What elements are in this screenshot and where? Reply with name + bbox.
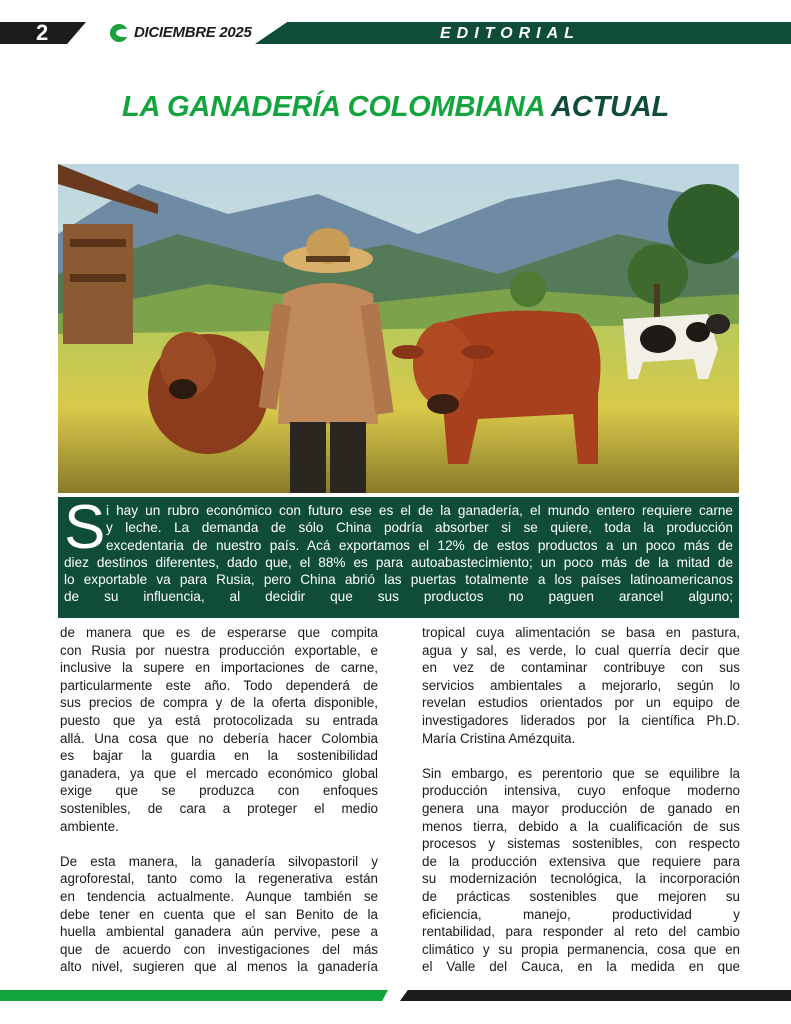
body-line: de la producción extensiva que requiere para: [422, 853, 740, 869]
body-line: agroforestal, tanto como la regenerativa están: [60, 871, 378, 887]
body-line: procesos y sistemas sostenibles, con respecto: [422, 836, 740, 852]
body-line: tropical cuya alimentación se basa en pastura,: [422, 625, 740, 640]
issue-date: DICIEMBRE 2025: [134, 24, 252, 41]
body-line: ambiente.: [60, 818, 119, 834]
body-line: alto nivel, sugieren que al menos la ganadería: [60, 959, 378, 975]
body-line: climático y su propia permanencia, cosa que en: [422, 941, 740, 957]
paragraph-gap: [60, 835, 378, 853]
body-line: revelan estudios orientados por un equipo de: [422, 695, 740, 711]
body-line: Sin embargo, es perentorio que se equilibre la: [422, 765, 740, 781]
lead-paragraph-box: [58, 493, 739, 618]
hero-illustration: [58, 164, 739, 493]
page-number: 2: [36, 20, 49, 45]
footer-bar-dark: [400, 990, 791, 1001]
body-line: investigadores liderados por la científica Ph.D.: [422, 712, 740, 728]
body-line: particularmente este año. Todo dependerá de: [60, 677, 378, 693]
body-line: es bajar la guardia en la sostenibilidad: [60, 748, 378, 764]
body-line: con Rusia por nuestra producción exportable, e: [60, 642, 378, 658]
body-line: ganadera, ya que el mercado económico global: [60, 765, 378, 781]
lead-line: excedentaria de nuestro país. Acá exportamos el 12% de estos productos a un poco más de: [106, 537, 733, 553]
farmer-with-cattle-illustration: [58, 164, 739, 493]
body-line: de prácticas sostenibles que mejoren su: [422, 888, 740, 904]
body-line: su modernización tecnológica, la incorporación: [422, 871, 740, 887]
body-line: rentabilidad, para responder al reto del cambio: [422, 924, 740, 940]
body-line: en tendencia actualmente. Aunque también se: [60, 888, 378, 904]
body-line: inclusive la supere en importaciones de carne,: [60, 660, 378, 676]
section-label: EDITORIAL: [440, 25, 580, 42]
title-part2: ACTUAL: [551, 91, 670, 123]
body-line: que de acuerdo con investigaciones del más: [60, 941, 378, 957]
body-line: el Valle del Cauca, en la medida en que: [422, 959, 740, 975]
lead-line: diez destinos diferentes, dado que, el 88% es para autoabastecimiento; un poco más de la mitad de: [64, 554, 733, 570]
body-line: sostenibles, de cara a proteger el medio: [60, 800, 378, 816]
body-line: huella ambiental ganadera aún pervive, pese a: [60, 924, 378, 940]
body-line: eficiencia, manejo, productividad y: [422, 906, 740, 922]
body-line: menos tierra, debido a la cualificación de sus: [422, 818, 740, 834]
title-part1: LA GANADERÍA COLOMBIANA: [121, 91, 545, 123]
body-line: agua y sal, es verde, lo cual querría decir que: [422, 642, 740, 658]
body-line: de manera que es de esperarse que compita: [60, 625, 378, 640]
lead-line: y leche. La demanda de sólo China podría absorber si se quiere, toda la producción: [106, 520, 733, 536]
left-column: [60, 624, 378, 976]
magazine-logo-icon: [110, 24, 128, 42]
lead-line: lo exportable va para Rusia, pero China abrió las puertas totalmente a los países latinoamericanos: [64, 572, 733, 588]
body-line: genera una mayor producción de ganado en: [422, 800, 740, 816]
paragraph-gap: [422, 747, 740, 765]
lead-line: i hay un rubro económico con futuro ese es el de la ganadería, el mundo entero requiere carne: [106, 503, 733, 518]
body-line: en vez de contaminar contribuye con sus: [422, 660, 740, 676]
body-line: puesto que ya está protocolizada su entrada: [60, 712, 378, 728]
body-line: sus precios de compra y de la oferta disponible,: [60, 695, 378, 711]
body-line: servicios ambientales a mejorarlo, según lo: [422, 677, 740, 693]
body-line: allá. Una cosa que no debería hacer Colombia: [60, 730, 378, 746]
lead-line: de su influencia, al decidir que sus productos no paguen arancel alguno;: [64, 589, 733, 605]
body-line: María Cristina Amézquita.: [422, 730, 576, 746]
body-line: De esta manera, la ganadería silvopastoril y: [60, 853, 378, 869]
body-line: exige que se produzca con enfoques: [60, 783, 378, 799]
body-line: producción intensiva, cuyo enfoque moderno: [422, 783, 740, 799]
footer-bar-green: [0, 990, 388, 1001]
body-line: debe tener en cuenta que el san Benito de la: [60, 906, 378, 922]
right-column: [422, 624, 740, 976]
page-header: [0, 0, 791, 48]
article-title: [0, 88, 791, 126]
drop-cap: S: [64, 493, 106, 562]
